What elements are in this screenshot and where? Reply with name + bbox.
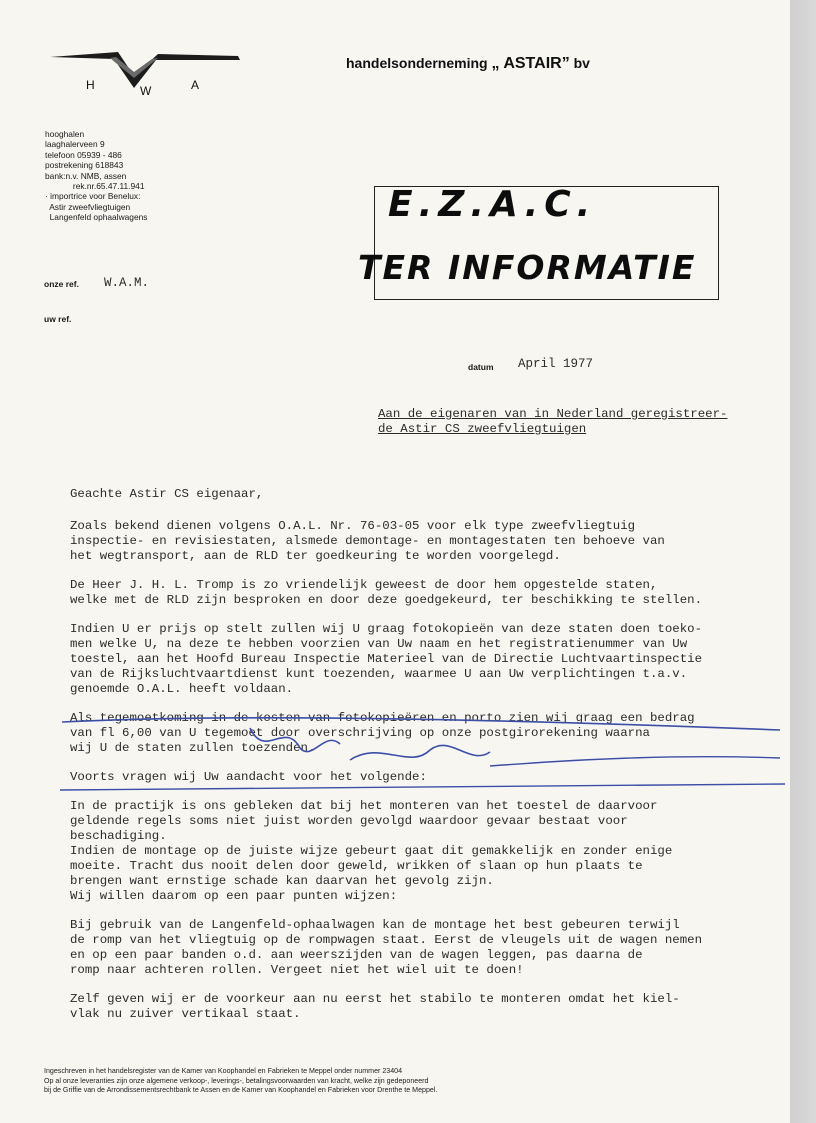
address-line: Langenfeld ophaalwagens <box>45 212 148 223</box>
logo-letter-w: W <box>140 84 152 98</box>
scan-background-edge <box>790 0 816 1123</box>
company-prefix: handelsonderneming <box>346 55 488 71</box>
body-line: In de practijk is ons gebleken dat bij het monteren van het toestel de daarvoor <box>70 799 658 813</box>
stamp-line-1: E.Z.A.C. <box>388 184 597 225</box>
date-label: datum <box>468 362 494 372</box>
body-line: Voorts vragen wij Uw aandacht voor het volgende: <box>70 770 427 784</box>
company-header <box>346 55 590 73</box>
company-logo <box>48 48 243 105</box>
body-line: men welke U, na deze te hebben voorzien van Uw naam en het registratienummer van Uw <box>70 637 688 651</box>
our-ref-label: onze ref. <box>44 279 79 289</box>
address-line: hooghalen <box>45 129 85 139</box>
body-line: Indien U er prijs op stelt zullen wij U graag fotokopieën van deze staten doen toeko- <box>70 622 703 636</box>
body-line: de romp van het vliegtuig op de rompwagen staat. Eerst de vleugels uit de wagen nemen <box>70 933 703 947</box>
footer-line: bij de Griffie van de Arrondissementsrechtbank te Assen en de Kamer van Koophandel en Fabrieken voor Drenthe te Meppel. <box>44 1086 438 1094</box>
address-line: rek.nr.65.47.11.941 <box>45 181 145 192</box>
body-line: en op een paar banden o.d. aan weerszijden van de wagen leggen, pas daarna de <box>70 948 643 962</box>
address-line: laaghalerveen 9 <box>45 139 105 150</box>
body-line: Indien de montage op de juiste wijze gebeurt gaat dit gemakkelijk en zonder enige <box>70 844 673 858</box>
our-ref-value: W.A.M. <box>104 276 150 290</box>
body-line: De Heer J. H. L. Tromp is zo vriendelijk geweest de door hem opgestelde staten, <box>70 578 658 592</box>
company-suffix: bv <box>573 55 590 71</box>
legal-footer <box>44 1067 437 1096</box>
recipient-line: de Astir CS zweefvliegtuigen <box>378 422 587 436</box>
logo-letter-h: H <box>86 78 95 92</box>
your-ref-label: uw ref. <box>44 314 72 324</box>
address-line: Astir zweefvliegtuigen <box>45 201 131 212</box>
body-line: het wegtransport, aan de RLD ter goedkeuring te worden voorgelegd. <box>70 549 561 563</box>
company-address <box>45 129 147 223</box>
body-line: welke met de RLD zijn besproken en door deze goedgekeurd, ter beschikking te stellen. <box>70 593 703 607</box>
body-line: Als tegemoetkoming in de kosten van fotokopieëren en porto zien wij graag een bedrag <box>70 711 695 725</box>
body-line: romp naar achteren rollen. Vergeet niet het wiel uit te doen! <box>70 963 524 977</box>
glider-logo-icon <box>48 48 243 100</box>
body-line: geldende regels soms niet juist worden gevolgd waardoor gevaar bestaat voor <box>70 814 628 828</box>
body-line: beschadiging. <box>70 829 167 843</box>
body-line: inspectie- en revisiestaten, alsmede demontage- en montagestaten ten behoeve van <box>70 534 665 548</box>
body-line: moeite. Tracht dus nooit delen door geweld, wrikken of slaan op hun plaats te <box>70 859 643 873</box>
logo-letter-a: A <box>191 78 200 92</box>
recipient-block <box>378 407 727 437</box>
address-line: bank:n.v. NMB, assen <box>45 170 127 181</box>
body-line: van fl 6,00 van U tegemoet door overschrijving op onze postgirorekening waarna <box>70 726 650 740</box>
footer-line: Ingeschreven in het handelsregister van de Kamer van Koophandel en Fabrieken te Meppel onder nummer 23404 <box>44 1067 403 1075</box>
blue-pen-markings <box>50 700 790 800</box>
address-line: postrekening 618843 <box>45 160 124 171</box>
date-value: April 1977 <box>518 357 594 371</box>
body-line: Zoals bekend dienen volgens O.A.L. Nr. 76-03-05 voor elk type zweefvliegtuig <box>70 519 636 533</box>
body-line: van de Rijksluchtvaartdienst kunt toezenden, waarmee U aan Uw verplichtingen t.a.v. <box>70 667 688 681</box>
footer-line: Op al onze leveranties zijn onze algemene verkoop-, leverings-, betalingsvoorwaarden van kracht, welke zijn gedeponeerd <box>44 1076 429 1085</box>
body-line: vlak nu zuiver vertikaal staat. <box>70 1007 301 1021</box>
body-line: genoemde O.A.L. heeft voldaan. <box>70 682 294 696</box>
body-line: brengen want ernstige schade kan daarvan het gevolg zijn. <box>70 874 494 888</box>
address-line: telefoon 05939 - 486 <box>45 149 122 160</box>
body-line: Wij willen daarom op een paar punten wijzen: <box>70 889 398 903</box>
body-line: wij U de staten zullen toezenden. <box>70 741 316 755</box>
company-name: „ ASTAIR” <box>491 55 570 72</box>
stamp-line-2: TER INFORMATIE <box>358 248 697 287</box>
body-line: Zelf geven wij er de voorkeur aan nu eerst het stabilo te monteren omdat het kiel- <box>70 992 680 1006</box>
salutation: Geachte Astir CS eigenaar, <box>70 487 264 501</box>
body-line: toestel, aan het Hoofd Bureau Inspectie Materieel van de Directie Luchtvaartinspectie <box>70 652 703 666</box>
address-line: · importrice voor Benelux: <box>45 191 141 202</box>
body-line: Bij gebruik van de Langenfeld-ophaalwagen kan de montage het best gebeuren terwijl <box>70 918 680 932</box>
recipient-line: Aan de eigenaren van in Nederland geregistreer- <box>378 407 728 421</box>
